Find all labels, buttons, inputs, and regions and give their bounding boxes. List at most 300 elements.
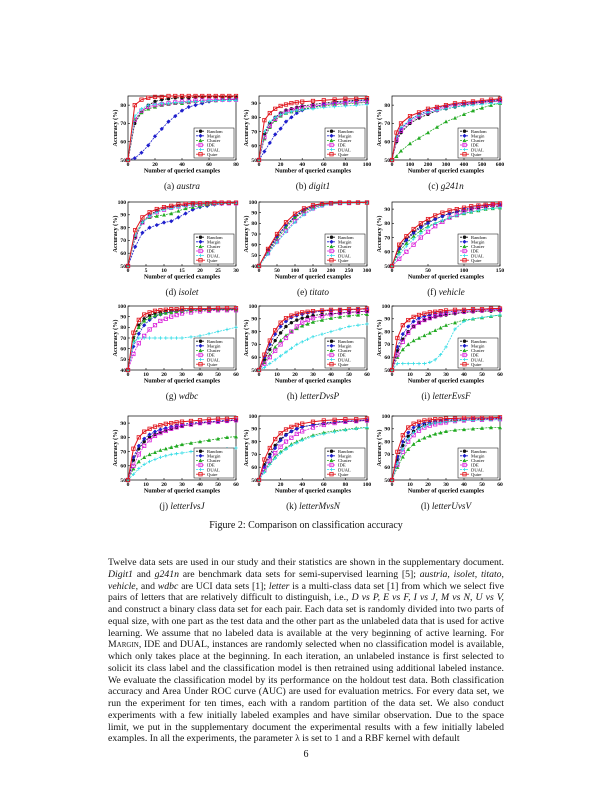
legend-label: IDE bbox=[207, 352, 215, 358]
data-point bbox=[140, 231, 144, 235]
y-tick-label: 80 bbox=[120, 225, 126, 232]
legend-label: Margin bbox=[471, 133, 485, 139]
x-tick-label: 40 bbox=[197, 482, 203, 488]
data-point bbox=[143, 336, 146, 339]
paragraph-segment: are benchmark data sets for semi-supervised learning [5]; bbox=[178, 568, 420, 580]
x-tick-label: 15 bbox=[179, 268, 185, 274]
chart-svg bbox=[241, 410, 371, 502]
legend bbox=[458, 234, 498, 264]
sub-caption-letter: (b) bbox=[295, 181, 309, 191]
data-point bbox=[274, 358, 277, 361]
data-point bbox=[423, 362, 426, 365]
legend-label: Random bbox=[471, 338, 487, 344]
data-point bbox=[435, 125, 439, 129]
y-tick-label: 60 bbox=[120, 346, 126, 353]
data-point bbox=[159, 456, 162, 459]
sub-caption-dataset: letterDvsP bbox=[299, 391, 340, 401]
x-tick-label: 50 bbox=[215, 372, 221, 378]
data-point bbox=[153, 430, 157, 434]
x-tick-label: 60 bbox=[497, 372, 503, 378]
y-tick-label: 50 bbox=[384, 367, 390, 374]
data-point bbox=[216, 330, 219, 333]
legend-label: DUAL bbox=[471, 467, 484, 473]
data-point bbox=[356, 324, 359, 327]
data-point bbox=[301, 439, 304, 442]
y-tick-label: 70 bbox=[384, 452, 390, 459]
sub-caption bbox=[243, 501, 383, 512]
sub-caption-dataset: letterIvsJ bbox=[170, 501, 205, 511]
y-tick-label: 90 bbox=[251, 426, 257, 433]
y-tick-label: 90 bbox=[251, 316, 257, 323]
data-point bbox=[453, 321, 457, 325]
data-point bbox=[444, 323, 448, 327]
y-tick-label: 100 bbox=[248, 303, 257, 310]
y-tick-label: 80 bbox=[251, 221, 257, 228]
chart-svg bbox=[241, 90, 371, 182]
x-tick-label: 10 bbox=[274, 372, 280, 378]
x-tick-label: 50 bbox=[215, 482, 221, 488]
legend-label: Margin bbox=[207, 239, 221, 245]
x-tick-label: 150 bbox=[308, 268, 318, 274]
x-tick-label: 0 bbox=[390, 482, 394, 488]
y-tick-label: 60 bbox=[384, 249, 390, 256]
legend-label: Random bbox=[207, 448, 223, 454]
data-point bbox=[234, 446, 237, 449]
sub-caption-dataset: wdbc bbox=[178, 391, 199, 401]
legend-marker bbox=[463, 130, 466, 133]
legend-marker bbox=[463, 236, 466, 239]
x-tick-label: 30 bbox=[310, 372, 316, 378]
y-tick-label: 50 bbox=[251, 367, 257, 374]
data-point bbox=[406, 342, 410, 346]
x-tick-label: 20 bbox=[425, 372, 431, 378]
paragraph-segment: and bbox=[132, 568, 155, 580]
data-point bbox=[412, 339, 416, 343]
legend-label: Margin bbox=[338, 453, 352, 459]
legend-label: Quire bbox=[207, 361, 218, 367]
data-point bbox=[142, 323, 146, 327]
paragraph-segment: D vs P, E vs F, I vs J, M vs N, U vs V, bbox=[351, 592, 504, 604]
legend-label: Cluster bbox=[338, 458, 352, 464]
y-tick-label: 50 bbox=[120, 477, 126, 484]
x-tick-label: 500 bbox=[477, 162, 487, 168]
data-point bbox=[306, 338, 309, 341]
x-tick-label: 0 bbox=[257, 268, 261, 274]
data-point bbox=[143, 463, 146, 466]
chart-panel-isolet bbox=[110, 196, 240, 288]
x-tick-label: 100 bbox=[405, 162, 415, 168]
x-tick-label: 60 bbox=[233, 372, 239, 378]
paragraph-segment: Twelve data sets are used in our study and their statistics are shown in the supplementary document. bbox=[108, 557, 504, 568]
data-point bbox=[422, 436, 426, 440]
y-tick-label: 60 bbox=[384, 355, 390, 361]
x-tick-label: 60 bbox=[233, 482, 239, 488]
legend-label: IDE bbox=[338, 248, 346, 254]
data-point bbox=[295, 441, 298, 444]
y-tick-label: 90 bbox=[384, 206, 390, 213]
data-point bbox=[137, 444, 141, 448]
data-point bbox=[176, 209, 180, 213]
legend-label: Random bbox=[207, 128, 223, 134]
paragraph-segment: Margin bbox=[108, 639, 139, 651]
data-point bbox=[428, 434, 432, 438]
y-tick-label: 50 bbox=[120, 357, 126, 364]
data-point bbox=[175, 336, 178, 339]
legend-label: DUAL bbox=[338, 467, 351, 473]
data-point bbox=[444, 120, 448, 124]
x-tick-label: 300 bbox=[441, 162, 451, 168]
x-tick-label: 20 bbox=[292, 372, 298, 378]
paragraph-segment: g241n bbox=[154, 568, 179, 580]
data-point bbox=[428, 331, 432, 335]
legend-label: DUAL bbox=[207, 253, 220, 259]
data-point bbox=[417, 438, 421, 442]
x-axis-label: Number of queried examples bbox=[143, 487, 221, 495]
legend-label: IDE bbox=[338, 352, 346, 358]
y-tick-label: 80 bbox=[120, 325, 126, 332]
data-point bbox=[234, 326, 237, 329]
y-tick-label: 80 bbox=[384, 329, 390, 336]
legend-label: IDE bbox=[471, 352, 479, 358]
data-point bbox=[180, 451, 183, 454]
legend-marker bbox=[199, 130, 202, 133]
data-point bbox=[175, 452, 178, 455]
legend bbox=[325, 338, 365, 368]
y-tick-label: 100 bbox=[381, 413, 390, 420]
legend-label: IDE bbox=[471, 462, 479, 468]
data-point bbox=[295, 343, 298, 346]
data-point bbox=[148, 452, 152, 456]
chart-panel-g241n bbox=[374, 90, 504, 182]
x-tick-label: 10 bbox=[143, 482, 149, 488]
legend-label: Margin bbox=[338, 239, 352, 245]
x-tick-label: 60 bbox=[321, 162, 327, 168]
x-axis-label: Number of queried examples bbox=[143, 273, 221, 281]
x-tick-label: 150 bbox=[495, 268, 505, 274]
y-tick-label: 70 bbox=[251, 452, 257, 459]
sub-caption-dataset: isolet bbox=[178, 287, 199, 297]
data-point bbox=[153, 336, 156, 339]
y-tick-label: 80 bbox=[251, 439, 257, 446]
legend-label: Cluster bbox=[471, 138, 485, 144]
x-tick-label: 30 bbox=[443, 482, 449, 488]
paragraph-segment: are UCI data sets [1]; bbox=[178, 580, 269, 592]
data-point bbox=[268, 348, 271, 351]
y-tick-label: 50 bbox=[120, 263, 126, 270]
y-tick-label: 40 bbox=[251, 263, 257, 270]
data-point bbox=[153, 458, 156, 461]
x-tick-label: 10 bbox=[407, 482, 413, 488]
legend bbox=[194, 448, 234, 478]
data-point bbox=[148, 460, 151, 463]
y-tick-label: 60 bbox=[251, 465, 257, 471]
y-tick-label: 80 bbox=[384, 102, 390, 109]
x-tick-label: 60 bbox=[497, 482, 503, 488]
data-point bbox=[170, 453, 173, 456]
sub-caption-dataset: austra bbox=[176, 181, 200, 191]
sub-caption-letter: (a) bbox=[164, 181, 177, 191]
x-axis-label: Number of queried examples bbox=[274, 273, 352, 281]
x-tick-label: 20 bbox=[425, 482, 431, 488]
x-tick-label: 10 bbox=[161, 268, 167, 274]
x-tick-label: 20 bbox=[161, 372, 167, 378]
legend-label: IDE bbox=[207, 462, 215, 468]
paragraph-segment: , IDE and DUAL, instances are randomly selected when no classification model is available, which only takes place at the beginning. In each iteration, an unlabeled instance is first selected to solicit its class label and the classification model is then retrained using additional labeled instance. We evaluate the classification model by its performance on the holdout test data. Both classification accuracy and Area Under ROC curve (AUC) are used for evaluation metrics. For every data set, we run the experiment for ten times, each with a random partition of the data set. We also conduct experiments with a few initially labeled examples and have similar observation. Due to the space limit, we put in the supplementary document the experimental results with a few initially labeled examples. In all the experiments, the parameter λ is set to 1 and a RBF kernel with default bbox=[108, 639, 504, 745]
x-tick-label: 20 bbox=[277, 162, 284, 168]
y-tick-label: 80 bbox=[251, 115, 257, 122]
data-point bbox=[184, 211, 188, 215]
x-tick-label: 25 bbox=[215, 268, 221, 274]
data-point bbox=[162, 220, 166, 224]
x-tick-label: 200 bbox=[326, 268, 336, 274]
x-tick-label: 30 bbox=[443, 372, 449, 378]
x-tick-label: 80 bbox=[233, 162, 239, 168]
x-tick-label: 40 bbox=[197, 372, 203, 378]
data-point bbox=[189, 450, 192, 453]
legend-label: Cluster bbox=[338, 244, 352, 250]
legend-label: IDE bbox=[471, 142, 479, 148]
y-tick-label: 50 bbox=[384, 157, 390, 164]
y-tick-label: 40 bbox=[120, 367, 126, 374]
data-point bbox=[164, 336, 167, 339]
legend-label: Quire bbox=[338, 257, 349, 263]
legend-label: Random bbox=[338, 338, 354, 344]
y-axis-label: Accuracy (%) bbox=[112, 215, 119, 253]
x-tick-label: 20 bbox=[277, 482, 284, 488]
legend-label: Cluster bbox=[207, 138, 221, 144]
chart-panel-letterIvsJ bbox=[110, 410, 240, 502]
x-tick-label: 40 bbox=[179, 162, 185, 168]
data-point bbox=[207, 332, 210, 335]
sub-caption bbox=[376, 287, 516, 298]
y-tick-label: 80 bbox=[384, 221, 390, 228]
legend-label: Random bbox=[207, 338, 223, 344]
x-tick-label: 0 bbox=[390, 268, 394, 274]
legend-label: Random bbox=[471, 234, 487, 240]
x-tick-label: 50 bbox=[479, 482, 485, 488]
data-point bbox=[295, 427, 299, 431]
legend-marker bbox=[199, 450, 202, 453]
legend-label: Random bbox=[338, 448, 354, 454]
x-tick-label: 100 bbox=[459, 268, 469, 274]
legend-label: Cluster bbox=[471, 348, 485, 354]
y-tick-label: 90 bbox=[120, 420, 126, 427]
sub-caption bbox=[376, 181, 516, 192]
data-point bbox=[417, 362, 420, 365]
x-tick-label: 0 bbox=[126, 162, 130, 168]
x-axis-label: Number of queried examples bbox=[407, 487, 485, 495]
data-point bbox=[153, 103, 156, 106]
legend-label: Quire bbox=[338, 361, 349, 367]
x-tick-label: 40 bbox=[461, 482, 467, 488]
chart-svg bbox=[110, 90, 240, 182]
legend-label: Cluster bbox=[207, 458, 221, 464]
y-tick-label: 50 bbox=[251, 477, 257, 484]
data-point bbox=[412, 362, 415, 365]
x-axis-label: Number of queried examples bbox=[407, 377, 485, 385]
y-tick-label: 70 bbox=[251, 231, 257, 238]
data-point bbox=[439, 326, 443, 330]
sub-caption-letter: (h) bbox=[286, 391, 300, 401]
legend bbox=[194, 338, 234, 368]
sub-caption-letter: (j) bbox=[159, 501, 171, 511]
chart-svg bbox=[241, 196, 371, 288]
x-tick-label: 0 bbox=[257, 482, 261, 488]
body-paragraph bbox=[108, 557, 504, 745]
x-tick-label: 40 bbox=[461, 372, 467, 378]
x-tick-label: 400 bbox=[459, 162, 469, 168]
data-point bbox=[155, 223, 159, 227]
x-axis-label: Number of queried examples bbox=[143, 377, 221, 385]
y-tick-label: 60 bbox=[384, 139, 390, 146]
x-tick-label: 80 bbox=[342, 482, 349, 488]
data-point bbox=[189, 335, 192, 338]
x-tick-label: 30 bbox=[179, 372, 185, 378]
y-axis-label: Accuracy (%) bbox=[243, 429, 250, 467]
chart-panel-letterEvsF bbox=[374, 300, 504, 392]
sub-caption-dataset: vehicle bbox=[438, 287, 465, 297]
legend-label: Quire bbox=[207, 151, 218, 157]
sub-caption-dataset: letterUvsV bbox=[431, 501, 472, 511]
legend bbox=[325, 128, 365, 158]
sub-caption bbox=[243, 287, 383, 298]
legend-label: IDE bbox=[207, 142, 215, 148]
data-point bbox=[159, 336, 162, 339]
y-tick-label: 70 bbox=[384, 235, 390, 242]
legend-label: Cluster bbox=[338, 138, 352, 144]
y-tick-label: 100 bbox=[248, 413, 257, 420]
legend-label: DUAL bbox=[471, 253, 484, 259]
sub-caption bbox=[112, 181, 252, 192]
data-point bbox=[274, 339, 277, 342]
legend-label: DUAL bbox=[338, 147, 351, 153]
y-tick-label: 50 bbox=[384, 477, 390, 484]
legend-label: IDE bbox=[471, 248, 479, 254]
y-tick-label: 70 bbox=[120, 238, 126, 245]
chart-panel-letterUvsV bbox=[374, 410, 504, 502]
sub-caption-dataset: letterMvsN bbox=[299, 501, 340, 511]
legend bbox=[458, 338, 498, 368]
data-point bbox=[268, 141, 272, 145]
data-point bbox=[164, 447, 168, 451]
data-point bbox=[408, 142, 412, 146]
y-axis-label: Accuracy (%) bbox=[376, 319, 383, 357]
legend-label: Margin bbox=[471, 239, 485, 245]
legend-marker bbox=[330, 236, 333, 239]
data-point bbox=[176, 215, 180, 219]
data-point bbox=[338, 327, 341, 330]
data-point bbox=[164, 454, 167, 457]
chart-panel-titato bbox=[241, 196, 371, 288]
legend-label: DUAL bbox=[471, 357, 484, 363]
legend-label: Quire bbox=[471, 257, 482, 263]
data-point bbox=[170, 336, 173, 339]
sub-caption-letter: (d) bbox=[165, 287, 179, 297]
data-point bbox=[262, 149, 266, 153]
y-tick-label: 90 bbox=[384, 426, 390, 433]
x-tick-label: 20 bbox=[161, 482, 167, 488]
data-point bbox=[279, 339, 283, 343]
x-axis-label: Number of queried examples bbox=[407, 273, 485, 281]
legend-label: Random bbox=[338, 128, 354, 134]
sub-caption-letter: (k) bbox=[286, 501, 300, 511]
legend-label: Margin bbox=[207, 133, 221, 139]
y-axis-label: Accuracy (%) bbox=[376, 429, 383, 467]
legend-marker bbox=[330, 340, 333, 343]
x-tick-label: 40 bbox=[328, 372, 334, 378]
data-point bbox=[137, 467, 140, 470]
y-tick-label: 70 bbox=[384, 342, 390, 349]
y-tick-label: 60 bbox=[120, 139, 126, 146]
legend-label: DUAL bbox=[338, 357, 351, 363]
data-point bbox=[169, 219, 173, 223]
data-point bbox=[142, 455, 146, 459]
sub-caption bbox=[243, 391, 383, 402]
y-tick-label: 70 bbox=[120, 335, 126, 342]
data-point bbox=[347, 325, 350, 328]
y-axis-label: Accuracy (%) bbox=[376, 215, 383, 253]
y-axis-label: Accuracy (%) bbox=[243, 109, 250, 147]
sub-caption bbox=[376, 501, 516, 512]
x-tick-label: 50 bbox=[425, 268, 431, 274]
x-tick-label: 20 bbox=[152, 162, 158, 168]
x-tick-label: 100 bbox=[362, 482, 372, 488]
x-tick-label: 0 bbox=[257, 162, 261, 168]
x-tick-label: 60 bbox=[364, 372, 370, 378]
y-tick-label: 90 bbox=[384, 316, 390, 323]
data-point bbox=[428, 361, 431, 364]
x-tick-label: 0 bbox=[390, 372, 394, 378]
legend-label: DUAL bbox=[471, 147, 484, 153]
data-point bbox=[344, 428, 347, 431]
x-tick-label: 0 bbox=[126, 372, 130, 378]
legend bbox=[194, 234, 234, 264]
data-point bbox=[412, 442, 416, 446]
y-tick-label: 60 bbox=[251, 143, 257, 150]
paragraph-segment: is a multi-class data set [1] from which we select five pairs of letters that are relatively difficult to distinguish, i.e., bbox=[108, 580, 504, 604]
chart-svg bbox=[110, 300, 240, 392]
y-tick-label: 60 bbox=[120, 463, 126, 470]
legend-label: Random bbox=[207, 234, 223, 240]
legend-label: Margin bbox=[471, 343, 485, 349]
legend-label: Quire bbox=[207, 471, 218, 477]
data-point bbox=[137, 332, 141, 336]
legend bbox=[325, 234, 365, 264]
legend bbox=[458, 128, 498, 158]
chart-svg bbox=[374, 300, 504, 392]
data-point bbox=[433, 328, 437, 332]
y-axis-label: Accuracy (%) bbox=[243, 215, 250, 253]
chart-svg bbox=[110, 196, 240, 288]
chart-panel-vehicle bbox=[374, 196, 504, 288]
y-tick-label: 80 bbox=[384, 439, 390, 446]
y-tick-label: 100 bbox=[381, 303, 390, 310]
y-tick-label: 70 bbox=[120, 121, 126, 128]
data-point bbox=[198, 334, 201, 337]
x-tick-label: 30 bbox=[233, 268, 239, 274]
data-point bbox=[279, 331, 282, 334]
sub-caption-letter: (c) bbox=[428, 181, 441, 191]
legend-label: Random bbox=[338, 234, 354, 240]
y-tick-label: 70 bbox=[251, 342, 257, 349]
y-axis-label: Accuracy (%) bbox=[112, 319, 119, 357]
x-tick-label: 0 bbox=[126, 482, 130, 488]
paragraph-segment: wdbc bbox=[157, 580, 179, 592]
y-tick-label: 70 bbox=[384, 121, 390, 128]
y-tick-label: 60 bbox=[384, 465, 390, 471]
data-point bbox=[187, 105, 191, 109]
legend bbox=[325, 448, 365, 478]
